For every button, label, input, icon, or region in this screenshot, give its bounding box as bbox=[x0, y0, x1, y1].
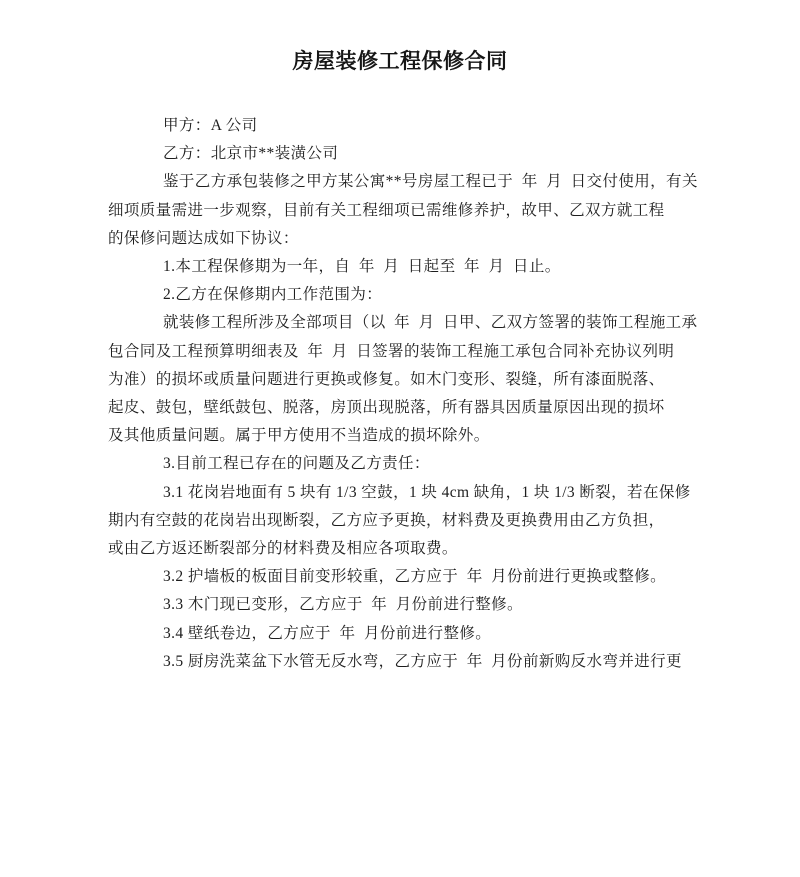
document-title: 房屋装修工程保修合同 bbox=[292, 49, 508, 73]
document-line: 3.目前工程已存在的问题及乙方责任： bbox=[163, 455, 430, 473]
document-line: 鉴于乙方承包装修之甲方某公寓**号房屋工程已于 年 月 日交付使用，有关 bbox=[163, 173, 698, 191]
document-line: 细项质量需进一步观察，目前有关工程细项已需维修养护，故甲、乙双方就工程 bbox=[108, 201, 665, 219]
document-line: 及其他质量问题。属于甲方使用不当造成的损坏除外。 bbox=[108, 427, 490, 445]
document-line: 就装修工程所涉及全部项目（以 年 月 日甲、乙双方签署的装饰工程施工承 bbox=[163, 314, 698, 332]
document-line: 乙方：北京市**装潢公司 bbox=[163, 145, 339, 163]
document-line: 2.乙方在保修期内工作范围为： bbox=[163, 286, 383, 304]
document-line: 甲方：A 公司 bbox=[163, 117, 258, 134]
document-line: 3.2 护墙板的板面目前变形较重，乙方应于 年 月份前进行更换或整修。 bbox=[163, 568, 667, 586]
document-line: 的保修问题达成如下协议： bbox=[108, 229, 299, 247]
document-line: 3.1 花岗岩地面有 5 块有 1/3 空鼓，1 块 4cm 缺角，1 块 1/3 断裂，若在保修 bbox=[163, 483, 691, 501]
document-line: 或由乙方返还断裂部分的材料费及相应各项取费。 bbox=[108, 540, 458, 558]
document-line: 为准）的损坏或质量问题进行更换或修复。如木门变形、裂缝，所有漆面脱落、 bbox=[108, 370, 665, 388]
document-body bbox=[108, 112, 698, 676]
document-line: 包合同及工程预算明细表及 年 月 日签署的装饰工程施工承包合同补充协议列明 bbox=[108, 342, 675, 360]
document-line: 期内有空鼓的花岗岩出现断裂，乙方应予更换，材料费及更换费用由乙方负担， bbox=[108, 511, 665, 529]
document-line: 起皮、鼓包，壁纸鼓包、脱落，房顶出现脱落，所有器具因质量原因出现的损坏 bbox=[108, 399, 665, 417]
document-line: 3.5 厨房洗菜盆下水管无反水弯，乙方应于 年 月份前新购反水弯并进行更 bbox=[163, 652, 682, 670]
document-line: 3.3 木门现已变形，乙方应于 年 月份前进行整修。 bbox=[163, 596, 523, 614]
document-line: 1.本工程保修期为一年，自 年 月 日起至 年 月 日止。 bbox=[163, 258, 561, 276]
document-line: 3.4 壁纸卷边，乙方应于 年 月份前进行整修。 bbox=[163, 624, 492, 642]
